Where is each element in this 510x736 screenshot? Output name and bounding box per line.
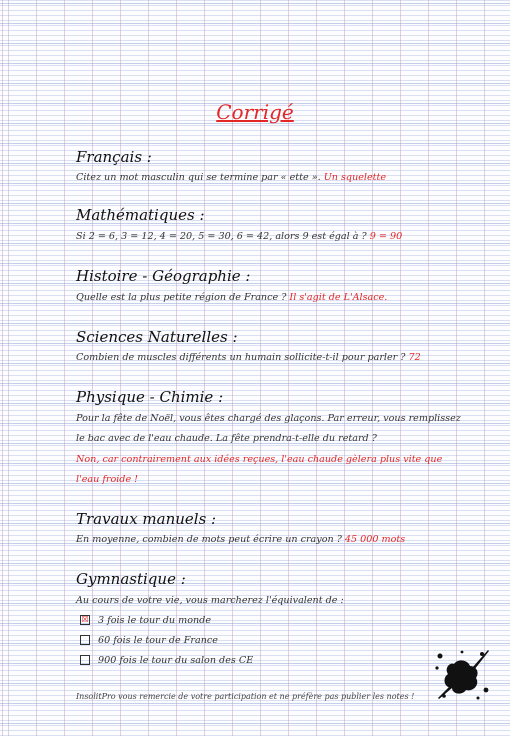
option-label: 900 fois le tour du salon des CE [98, 655, 254, 666]
question-physique-line1: Pour la fête de Noël, vous êtes chargé des glaçons. Par erreur, vous remplissez [76, 413, 461, 424]
question-francais [76, 172, 386, 183]
question-histoire [76, 292, 387, 303]
answer-text: 9 = 90 [369, 231, 403, 242]
answer-text: 45 000 mots [344, 534, 406, 545]
option-label: 3 fois le tour du monde [98, 615, 212, 626]
answer-text: Il s'agit de L'Alsace. [289, 292, 388, 303]
checkbox-icon[interactable] [80, 655, 90, 665]
answer-physique-line2: l'eau froide ! [76, 474, 139, 485]
checkbox-icon[interactable] [80, 635, 90, 645]
checkbox-checked-icon[interactable]: ☒ [81, 614, 89, 624]
question-text: Quelle est la plus petite région de France ? [76, 292, 287, 303]
question-physique-line2: le bac avec de l'eau chaude. La fête prendra-t-elle du retard ? [76, 433, 377, 444]
question-text: Citez un mot masculin qui se termine par « ette ». [76, 172, 321, 183]
option-tour-du-monde[interactable] [80, 615, 211, 626]
ink-splat-icon [432, 646, 490, 702]
option-tour-du-salon[interactable] [80, 655, 253, 666]
heading-histoire-geographie: Histoire - Géographie : [76, 267, 251, 285]
answer-physique-line1: Non, car contrairement aux idées reçues, l'eau chaude gèlera plus vite que [76, 454, 443, 465]
heading-francais: Français : [76, 148, 152, 166]
question-text: Si 2 = 6, 3 = 12, 4 = 20, 5 = 30, 6 = 42, alors 9 est égal à ? [76, 231, 367, 242]
option-label: 60 fois le tour de France [98, 635, 218, 646]
footer-note: InsolitPro vous remercie de votre participation et ne préfère pas publier les notes ! [76, 692, 415, 701]
heading-physique-chimie: Physique - Chimie : [76, 388, 224, 406]
question-text: En moyenne, combien de mots peut écrire un crayon ? [76, 534, 342, 545]
page-title: Corrigé [216, 100, 294, 124]
heading-mathematiques: Mathématiques : [76, 206, 205, 224]
heading-gymnastique: Gymnastique : [76, 570, 186, 588]
heading-sciences-naturelles: Sciences Naturelles : [76, 328, 238, 346]
answer-text: Un squelette [323, 172, 387, 183]
question-gymnastique: Au cours de votre vie, vous marcherez l'équivalent de : [76, 595, 344, 606]
question-travaux [76, 534, 405, 545]
question-mathematiques [76, 231, 402, 242]
answer-text: 72 [408, 352, 421, 363]
option-tour-de-france[interactable] [80, 635, 218, 646]
question-sciences [76, 352, 421, 363]
heading-travaux-manuels: Travaux manuels : [76, 510, 217, 528]
question-text: Combien de muscles différents un humain sollicite-t-il pour parler ? [76, 352, 406, 363]
